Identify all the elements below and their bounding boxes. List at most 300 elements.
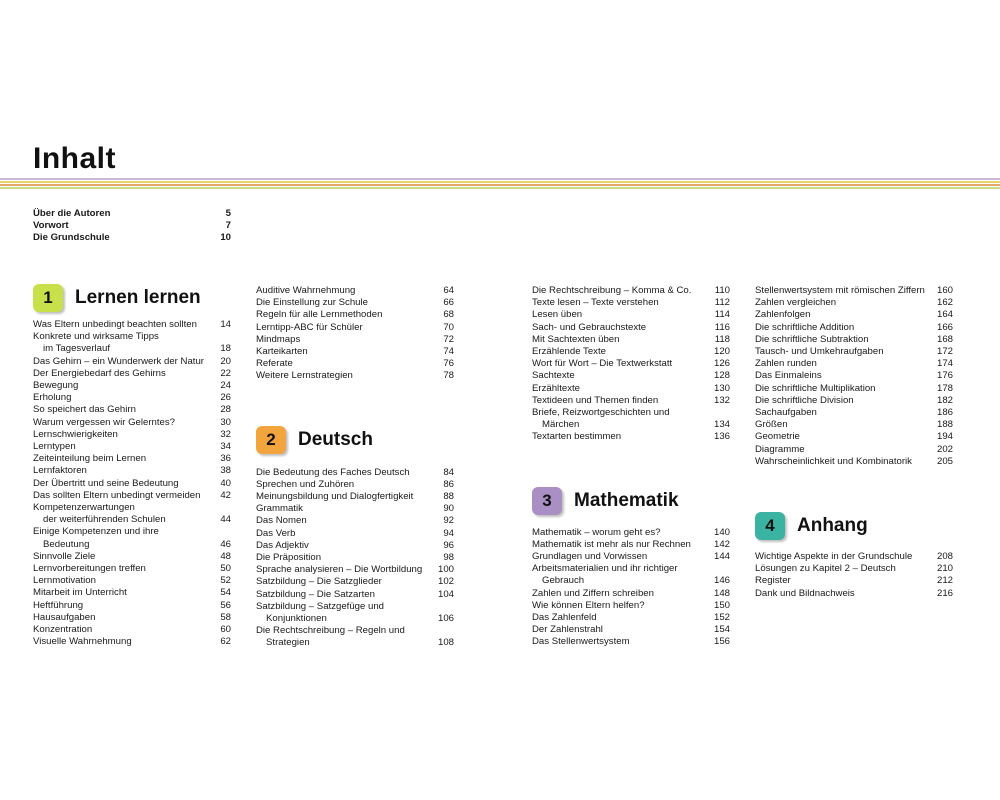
toc-entry-page: 32 bbox=[220, 428, 231, 440]
front-matter-list bbox=[33, 208, 231, 245]
toc-entry-page: 60 bbox=[220, 624, 231, 636]
toc-entry-label: Textideen und Themen finden bbox=[532, 394, 659, 406]
toc-entry[interactable] bbox=[755, 383, 953, 395]
toc-entries bbox=[755, 285, 953, 468]
toc-entry[interactable] bbox=[33, 551, 231, 563]
toc-entry-label: Die Grundschule bbox=[33, 232, 110, 244]
toc-entries bbox=[532, 527, 730, 649]
toc-entry[interactable] bbox=[33, 319, 231, 331]
toc-entry-page: 186 bbox=[936, 407, 953, 419]
toc-entry-page: 100 bbox=[437, 564, 454, 576]
toc-entry-page: 64 bbox=[443, 285, 454, 296]
toc-entry[interactable] bbox=[256, 540, 454, 552]
toc-entry[interactable] bbox=[33, 490, 231, 502]
toc-entry[interactable] bbox=[256, 576, 454, 588]
toc-entry-label: Lerntypen bbox=[33, 441, 76, 453]
toc-entry[interactable] bbox=[532, 285, 730, 297]
toc-entry-label: Auditive Wahrnehmung bbox=[256, 285, 356, 296]
toc-entry-label: Mindmaps bbox=[256, 333, 301, 345]
section-title: Mathematik bbox=[574, 489, 679, 511]
toc-entry[interactable] bbox=[33, 232, 231, 244]
toc-entry[interactable] bbox=[256, 589, 454, 601]
toc-entry[interactable] bbox=[33, 478, 231, 490]
toc-entry-label: Sachaufgaben bbox=[755, 407, 817, 419]
page-title: Inhalt bbox=[33, 142, 116, 175]
toc-entry[interactable] bbox=[755, 407, 953, 419]
toc-entry-page: 84 bbox=[443, 466, 454, 478]
toc-entry-page: 152 bbox=[713, 612, 730, 624]
toc-entry-label: Das sollten Eltern unbedingt vermeiden bbox=[33, 489, 201, 501]
toc-entry[interactable] bbox=[256, 467, 454, 479]
toc-entry[interactable] bbox=[33, 636, 231, 648]
toc-entry[interactable] bbox=[532, 358, 730, 370]
toc-entry[interactable] bbox=[33, 526, 231, 538]
toc-entries bbox=[33, 319, 231, 648]
toc-entry[interactable] bbox=[33, 563, 231, 575]
toc-entry[interactable] bbox=[532, 539, 730, 551]
toc-entry[interactable] bbox=[33, 429, 231, 441]
toc-entry[interactable] bbox=[33, 502, 231, 514]
toc-entry-page: 88 bbox=[443, 491, 454, 503]
toc-entry-label: Das Nomen bbox=[256, 515, 307, 527]
toc-entry[interactable] bbox=[532, 624, 730, 636]
toc-entry[interactable] bbox=[33, 343, 231, 355]
section-header-lernen-lernen[interactable] bbox=[33, 281, 231, 315]
toc-entry[interactable] bbox=[33, 392, 231, 404]
toc-entry-label: Einige Kompetenzen und ihre bbox=[33, 526, 159, 538]
toc-entry[interactable] bbox=[256, 358, 454, 370]
toc-entry[interactable] bbox=[755, 575, 953, 587]
toc-entries bbox=[755, 551, 953, 600]
toc-entry-page: 126 bbox=[713, 358, 730, 370]
toc-entry-label: Gebrauch bbox=[542, 575, 585, 587]
toc-entry-page: 66 bbox=[443, 297, 454, 309]
toc-entry-label: Die Einstellung zur Schule bbox=[256, 297, 368, 309]
number-badge-3-icon: 3 bbox=[532, 487, 562, 515]
toc-entry-label: Satzbildung – Die Satzarten bbox=[256, 588, 375, 600]
toc-entry-page: 94 bbox=[443, 527, 454, 539]
toc-entry-page: 164 bbox=[936, 309, 953, 321]
toc-entry-page: 114 bbox=[714, 309, 730, 321]
toc-entry-page: 26 bbox=[220, 392, 231, 404]
toc-entry-label: Die Bedeutung des Faches Deutsch bbox=[256, 466, 410, 478]
toc-entry-page: 42 bbox=[220, 489, 231, 501]
toc-entry-page: 36 bbox=[220, 453, 231, 465]
toc-entry[interactable] bbox=[256, 637, 454, 649]
toc-entry[interactable] bbox=[532, 612, 730, 624]
section-title: Anhang bbox=[797, 515, 868, 537]
toc-entry-label: Sachtexte bbox=[532, 370, 575, 382]
toc-entry-label: Lernfaktoren bbox=[33, 465, 87, 477]
toc-entry[interactable] bbox=[256, 334, 454, 346]
toc-entry-label: Wahrscheinlichkeit und Kombinatorik bbox=[755, 455, 912, 467]
toc-entry-page: 54 bbox=[220, 587, 231, 599]
toc-entry-page: 140 bbox=[713, 526, 730, 538]
toc-entry-page: 134 bbox=[713, 419, 730, 431]
toc-entry-label: Satzbildung – Satzgefüge und bbox=[256, 600, 385, 612]
toc-entry-page: 92 bbox=[443, 515, 454, 527]
toc-entry-label: Grundlagen und Vorwissen bbox=[532, 551, 648, 563]
toc-column-2 bbox=[256, 285, 454, 650]
toc-entry-label: Mathematik – worum geht es? bbox=[532, 526, 661, 538]
toc-entry-label: Erholung bbox=[33, 392, 72, 404]
toc-entry-page: 56 bbox=[220, 599, 231, 611]
toc-entry[interactable] bbox=[532, 431, 730, 443]
toc-entry-label: Kompetenzerwartungen bbox=[33, 502, 135, 514]
toc-entry[interactable] bbox=[33, 600, 231, 612]
toc-entry-page: 96 bbox=[443, 539, 454, 551]
toc-entry[interactable] bbox=[755, 370, 953, 382]
toc-entry-label: Briefe, Reizwortgeschichten und bbox=[532, 407, 670, 419]
toc-entry[interactable] bbox=[256, 613, 454, 625]
toc-entry[interactable] bbox=[532, 563, 730, 575]
toc-entry-page: 62 bbox=[220, 636, 231, 648]
toc-entry-label: Stellenwertsystem mit römischen Ziffern bbox=[755, 285, 925, 296]
toc-entry-label: Märchen bbox=[542, 419, 580, 431]
toc-entry-page: 118 bbox=[714, 333, 730, 345]
toc-entry-page: 52 bbox=[220, 575, 231, 587]
toc-entry[interactable] bbox=[33, 514, 231, 526]
toc-entry-label: Vorwort bbox=[33, 220, 69, 232]
toc-entry-page: 128 bbox=[713, 370, 730, 382]
toc-entry-label: Der Übertritt und seine Bedeutung bbox=[33, 477, 179, 489]
toc-entry-page: 48 bbox=[220, 550, 231, 562]
toc-entry-label: Satzbildung – Die Satzglieder bbox=[256, 576, 382, 588]
toc-entry-page: 72 bbox=[443, 333, 454, 345]
toc-entry-label: Konjunktionen bbox=[266, 613, 327, 625]
toc-entry[interactable] bbox=[33, 453, 231, 465]
toc-entry[interactable] bbox=[532, 346, 730, 358]
toc-entry[interactable] bbox=[256, 297, 454, 309]
toc-entry-page: 194 bbox=[936, 431, 953, 443]
toc-entry[interactable] bbox=[33, 465, 231, 477]
section-header-anhang[interactable] bbox=[755, 509, 953, 543]
toc-entry-label: Das Einmaleins bbox=[755, 370, 822, 382]
toc-entry-label: Weitere Lernstrategien bbox=[256, 370, 353, 382]
toc-entry-page: 74 bbox=[443, 346, 454, 358]
toc-entry-page: 58 bbox=[220, 611, 231, 623]
toc-entry-page: 78 bbox=[443, 370, 454, 382]
number-badge-1-icon: 1 bbox=[33, 284, 63, 312]
toc-entry-label: Das Adjektiv bbox=[256, 539, 309, 551]
toc-entry-page: 24 bbox=[220, 380, 231, 392]
toc-entry-label: Die schriftliche Addition bbox=[755, 321, 855, 333]
toc-entry-label: Konkrete und wirksame Tipps bbox=[33, 331, 159, 343]
toc-entry-page: 76 bbox=[443, 358, 454, 370]
section-title: Lernen lernen bbox=[75, 287, 201, 308]
toc-entry[interactable] bbox=[33, 612, 231, 624]
toc-entry[interactable] bbox=[256, 515, 454, 527]
section-header-mathematik[interactable] bbox=[532, 484, 730, 518]
toc-entry-label: Strategien bbox=[266, 637, 310, 649]
toc-entry[interactable] bbox=[755, 358, 953, 370]
toc-entry-label: der weiterführenden Schulen bbox=[43, 514, 166, 526]
stripe bbox=[0, 181, 1000, 183]
toc-entry-page: 14 bbox=[220, 319, 231, 330]
toc-entry-label: Zahlen vergleichen bbox=[755, 297, 837, 309]
toc-entry-page: 18 bbox=[220, 343, 231, 355]
toc-entry-label: Die Rechtschreibung – Komma & Co. bbox=[532, 285, 692, 296]
toc-entry-page: 98 bbox=[443, 552, 454, 564]
toc-entry[interactable] bbox=[755, 297, 953, 309]
toc-entry-page: 110 bbox=[714, 285, 730, 296]
toc-entry-label: Sach- und Gebrauchstexte bbox=[532, 321, 647, 333]
toc-entries bbox=[532, 285, 730, 444]
toc-entry[interactable] bbox=[532, 370, 730, 382]
toc-entry-page: 168 bbox=[936, 333, 953, 345]
toc-column-1 bbox=[33, 281, 231, 648]
toc-entry[interactable] bbox=[755, 563, 953, 575]
toc-entry[interactable] bbox=[33, 331, 231, 343]
toc-entry-page: 86 bbox=[443, 478, 454, 490]
toc-entry[interactable] bbox=[256, 503, 454, 515]
toc-entry[interactable] bbox=[33, 417, 231, 429]
toc-entry[interactable] bbox=[33, 539, 231, 551]
toc-entry[interactable] bbox=[532, 588, 730, 600]
toc-entry-page: 120 bbox=[713, 346, 730, 358]
toc-entry[interactable] bbox=[33, 587, 231, 599]
toc-entry[interactable] bbox=[532, 527, 730, 539]
toc-entry-label: Geometrie bbox=[755, 431, 800, 443]
toc-entry-label: im Tagesverlauf bbox=[43, 343, 111, 355]
toc-entry-label: Die schriftliche Division bbox=[755, 394, 854, 406]
toc-entry-page: 104 bbox=[437, 588, 454, 600]
section-header-deutsch[interactable] bbox=[256, 423, 454, 457]
toc-entry-page: 162 bbox=[936, 297, 953, 309]
toc-entry[interactable] bbox=[755, 456, 953, 468]
stripe bbox=[0, 184, 1000, 186]
toc-entry-label: Sprache analysieren – Die Wortbildung bbox=[256, 564, 423, 576]
toc-entry[interactable] bbox=[256, 285, 454, 297]
toc-entry[interactable] bbox=[532, 600, 730, 612]
toc-entry[interactable] bbox=[33, 368, 231, 380]
toc-entry-label: Das Verb bbox=[256, 527, 296, 539]
toc-entry-label: So speichert das Gehirn bbox=[33, 404, 136, 416]
toc-entry[interactable] bbox=[755, 551, 953, 563]
toc-entry-label: Arbeitsmaterialien und ihr richtiger bbox=[532, 563, 678, 575]
toc-entry-page: 205 bbox=[936, 455, 953, 467]
toc-entry[interactable] bbox=[33, 220, 231, 232]
toc-entry-page: 148 bbox=[713, 587, 730, 599]
toc-entry[interactable] bbox=[755, 395, 953, 407]
toc-entry-label: Erzählende Texte bbox=[532, 346, 606, 358]
toc-entry-label: Mitarbeit im Unterricht bbox=[33, 587, 127, 599]
toc-entry[interactable] bbox=[33, 356, 231, 368]
toc-entry-page: 44 bbox=[220, 514, 231, 526]
toc-entry-label: Der Zahlenstrahl bbox=[532, 624, 603, 636]
toc-entry[interactable] bbox=[755, 444, 953, 456]
toc-entry[interactable] bbox=[256, 346, 454, 358]
toc-entry-label: Zahlen und Ziffern schreiben bbox=[532, 587, 654, 599]
toc-entry-label: Die Präposition bbox=[256, 552, 322, 564]
toc-entry-label: Karteikarten bbox=[256, 346, 308, 358]
toc-column-4 bbox=[755, 285, 953, 600]
toc-entry-page: 160 bbox=[936, 285, 953, 296]
toc-entry[interactable] bbox=[755, 334, 953, 346]
toc-entry-page: 116 bbox=[714, 321, 730, 333]
toc-entry[interactable] bbox=[33, 380, 231, 392]
toc-entry-label: Konzentration bbox=[33, 624, 93, 636]
toc-entry-label: Erzähltexte bbox=[532, 382, 580, 394]
toc-entry[interactable] bbox=[256, 322, 454, 334]
toc-entry-page: 174 bbox=[936, 358, 953, 370]
toc-entry[interactable] bbox=[256, 479, 454, 491]
toc-entry-label: Wort für Wort – Die Textwerkstatt bbox=[532, 358, 673, 370]
toc-entry-page: 130 bbox=[713, 382, 730, 394]
toc-entry-page: 208 bbox=[936, 551, 953, 563]
toc-entry-page: 150 bbox=[713, 599, 730, 611]
toc-entry-page: 40 bbox=[220, 477, 231, 489]
toc-entry-label: Referate bbox=[256, 358, 293, 370]
toc-entry-label: Hausaufgaben bbox=[33, 611, 96, 623]
toc-entry-label: Das Gehirn – ein Wunderwerk der Natur bbox=[33, 355, 204, 367]
toc-entry-page: 70 bbox=[443, 321, 454, 333]
toc-entry-label: Bedeutung bbox=[43, 538, 90, 550]
number-badge-2-icon: 2 bbox=[256, 426, 286, 454]
toc-entries bbox=[256, 285, 454, 383]
toc-entry-page: 90 bbox=[443, 503, 454, 515]
toc-entry-label: Über die Autoren bbox=[33, 208, 111, 219]
toc-entry[interactable] bbox=[755, 322, 953, 334]
toc-entry[interactable] bbox=[755, 285, 953, 297]
toc-entry-page: 136 bbox=[713, 431, 730, 443]
toc-entry-label: Lesen üben bbox=[532, 309, 583, 321]
toc-entry[interactable] bbox=[755, 346, 953, 358]
toc-entry-page: 5 bbox=[225, 208, 231, 219]
toc-entry-label: Die Rechtschreibung – Regeln und bbox=[256, 625, 405, 637]
toc-entry-label: Lösungen zu Kapitel 2 – Deutsch bbox=[755, 563, 896, 575]
toc-entry[interactable] bbox=[755, 588, 953, 600]
section-title: Deutsch bbox=[298, 428, 373, 450]
toc-entry-page: 178 bbox=[936, 382, 953, 394]
toc-entry-label: Lernvorbereitungen treffen bbox=[33, 563, 146, 575]
toc-entry-label: Größen bbox=[755, 419, 788, 431]
toc-entry-page: 112 bbox=[714, 297, 730, 309]
toc-entry-label: Zahlen runden bbox=[755, 358, 817, 370]
toc-entry-page: 146 bbox=[713, 575, 730, 587]
toc-column-3 bbox=[532, 285, 730, 649]
toc-entry[interactable] bbox=[532, 407, 730, 419]
toc-entry[interactable] bbox=[532, 297, 730, 309]
toc-entry-page: 154 bbox=[713, 624, 730, 636]
toc-entry-label: Register bbox=[755, 575, 791, 587]
toc-entry-label: Lerntipp-ABC für Schüler bbox=[256, 321, 363, 333]
toc-entry-page: 46 bbox=[220, 538, 231, 550]
toc-entry-page: 34 bbox=[220, 441, 231, 453]
toc-entry-page: 68 bbox=[443, 309, 454, 321]
toc-entry-page: 156 bbox=[713, 636, 730, 648]
toc-entry-label: Zahlenfolgen bbox=[755, 309, 811, 321]
toc-entry[interactable] bbox=[256, 370, 454, 382]
toc-entry[interactable] bbox=[256, 625, 454, 637]
toc-entry[interactable] bbox=[532, 636, 730, 648]
toc-entry-label: Das Zahlenfeld bbox=[532, 612, 597, 624]
toc-entry-label: Lernschwierigkeiten bbox=[33, 428, 118, 440]
toc-entry-label: Meinungsbildung und Dialogfertigkeit bbox=[256, 491, 414, 503]
toc-entry-page: 212 bbox=[936, 575, 953, 587]
toc-entry-label: Heftführung bbox=[33, 599, 84, 611]
toc-entry-page: 10 bbox=[220, 232, 231, 244]
toc-entry[interactable] bbox=[532, 309, 730, 321]
toc-entry-label: Diagramme bbox=[755, 443, 805, 455]
toc-entry-label: Das Stellenwertsystem bbox=[532, 636, 630, 648]
toc-entry-page: 202 bbox=[936, 443, 953, 455]
toc-entry[interactable] bbox=[33, 624, 231, 636]
decorative-stripes bbox=[0, 178, 1000, 190]
toc-entry-page: 144 bbox=[713, 551, 730, 563]
toc-entry[interactable] bbox=[532, 322, 730, 334]
toc-entry-page: 166 bbox=[936, 321, 953, 333]
toc-entry-page: 210 bbox=[936, 563, 953, 575]
toc-entry-label: Grammatik bbox=[256, 503, 303, 515]
toc-entry-label: Sprechen und Zuhören bbox=[256, 478, 355, 490]
toc-entry-label: Wie können Eltern helfen? bbox=[532, 599, 645, 611]
toc-entry-page: 172 bbox=[936, 346, 953, 358]
toc-entry[interactable] bbox=[532, 551, 730, 563]
toc-entry-label: Mit Sachtexten üben bbox=[532, 333, 620, 345]
toc-entry-page: 7 bbox=[225, 220, 231, 232]
toc-entry-page: 102 bbox=[437, 576, 454, 588]
toc-entry-page: 176 bbox=[936, 370, 953, 382]
toc-entry-page: 28 bbox=[220, 404, 231, 416]
toc-entry-page: 108 bbox=[437, 637, 454, 649]
toc-entry-label: Warum vergessen wir Gelerntes? bbox=[33, 416, 175, 428]
toc-entry-label: Mathematik ist mehr als nur Rechnen bbox=[532, 538, 691, 550]
toc-entry[interactable] bbox=[256, 528, 454, 540]
toc-entry-label: Regeln für alle Lernmethoden bbox=[256, 309, 383, 321]
toc-entry[interactable] bbox=[256, 564, 454, 576]
toc-entry-label: Textarten bestimmen bbox=[532, 431, 622, 443]
toc-entry-label: Was Eltern unbedingt beachten sollten bbox=[33, 319, 197, 330]
toc-entry[interactable] bbox=[33, 208, 231, 220]
toc-entry-page: 20 bbox=[220, 355, 231, 367]
toc-entry[interactable] bbox=[33, 441, 231, 453]
toc-entry-page: 50 bbox=[220, 563, 231, 575]
stripe bbox=[0, 178, 1000, 180]
toc-entry-label: Zeiteinteilung beim Lernen bbox=[33, 453, 147, 465]
toc-entry[interactable] bbox=[256, 491, 454, 503]
number-badge-4-icon: 4 bbox=[755, 512, 785, 540]
toc-entry[interactable] bbox=[33, 404, 231, 416]
toc-entry-page: 38 bbox=[220, 465, 231, 477]
toc-entry-label: Sinnvolle Ziele bbox=[33, 550, 96, 562]
toc-entry-label: Dank und Bildnachweis bbox=[755, 587, 855, 599]
toc-entry-label: Die schriftliche Subtraktion bbox=[755, 333, 869, 345]
toc-entry[interactable] bbox=[532, 383, 730, 395]
toc-entry[interactable] bbox=[256, 552, 454, 564]
toc-entry-page: 132 bbox=[713, 394, 730, 406]
toc-entry-label: Bewegung bbox=[33, 380, 79, 392]
toc-entry-page: 216 bbox=[936, 587, 953, 599]
toc-entry-page: 188 bbox=[936, 419, 953, 431]
toc-entry[interactable] bbox=[532, 419, 730, 431]
toc-entry-label: Wichtige Aspekte in der Grundschule bbox=[755, 551, 913, 563]
toc-entry[interactable] bbox=[256, 601, 454, 613]
toc-entry[interactable] bbox=[532, 575, 730, 587]
stripe bbox=[0, 187, 1000, 189]
toc-entry[interactable] bbox=[755, 309, 953, 321]
toc-entry-label: Der Energiebedarf des Gehirns bbox=[33, 367, 166, 379]
toc-entry[interactable] bbox=[532, 395, 730, 407]
toc-entry[interactable] bbox=[755, 431, 953, 443]
toc-entry[interactable] bbox=[532, 334, 730, 346]
toc-entry-label: Visuelle Wahrnehmung bbox=[33, 636, 132, 648]
toc-entry-label: Texte lesen – Texte verstehen bbox=[532, 297, 659, 309]
toc-entry[interactable] bbox=[755, 419, 953, 431]
toc-entry[interactable] bbox=[256, 309, 454, 321]
toc-entry-label: Die schriftliche Multiplikation bbox=[755, 382, 876, 394]
toc-entry[interactable] bbox=[33, 575, 231, 587]
